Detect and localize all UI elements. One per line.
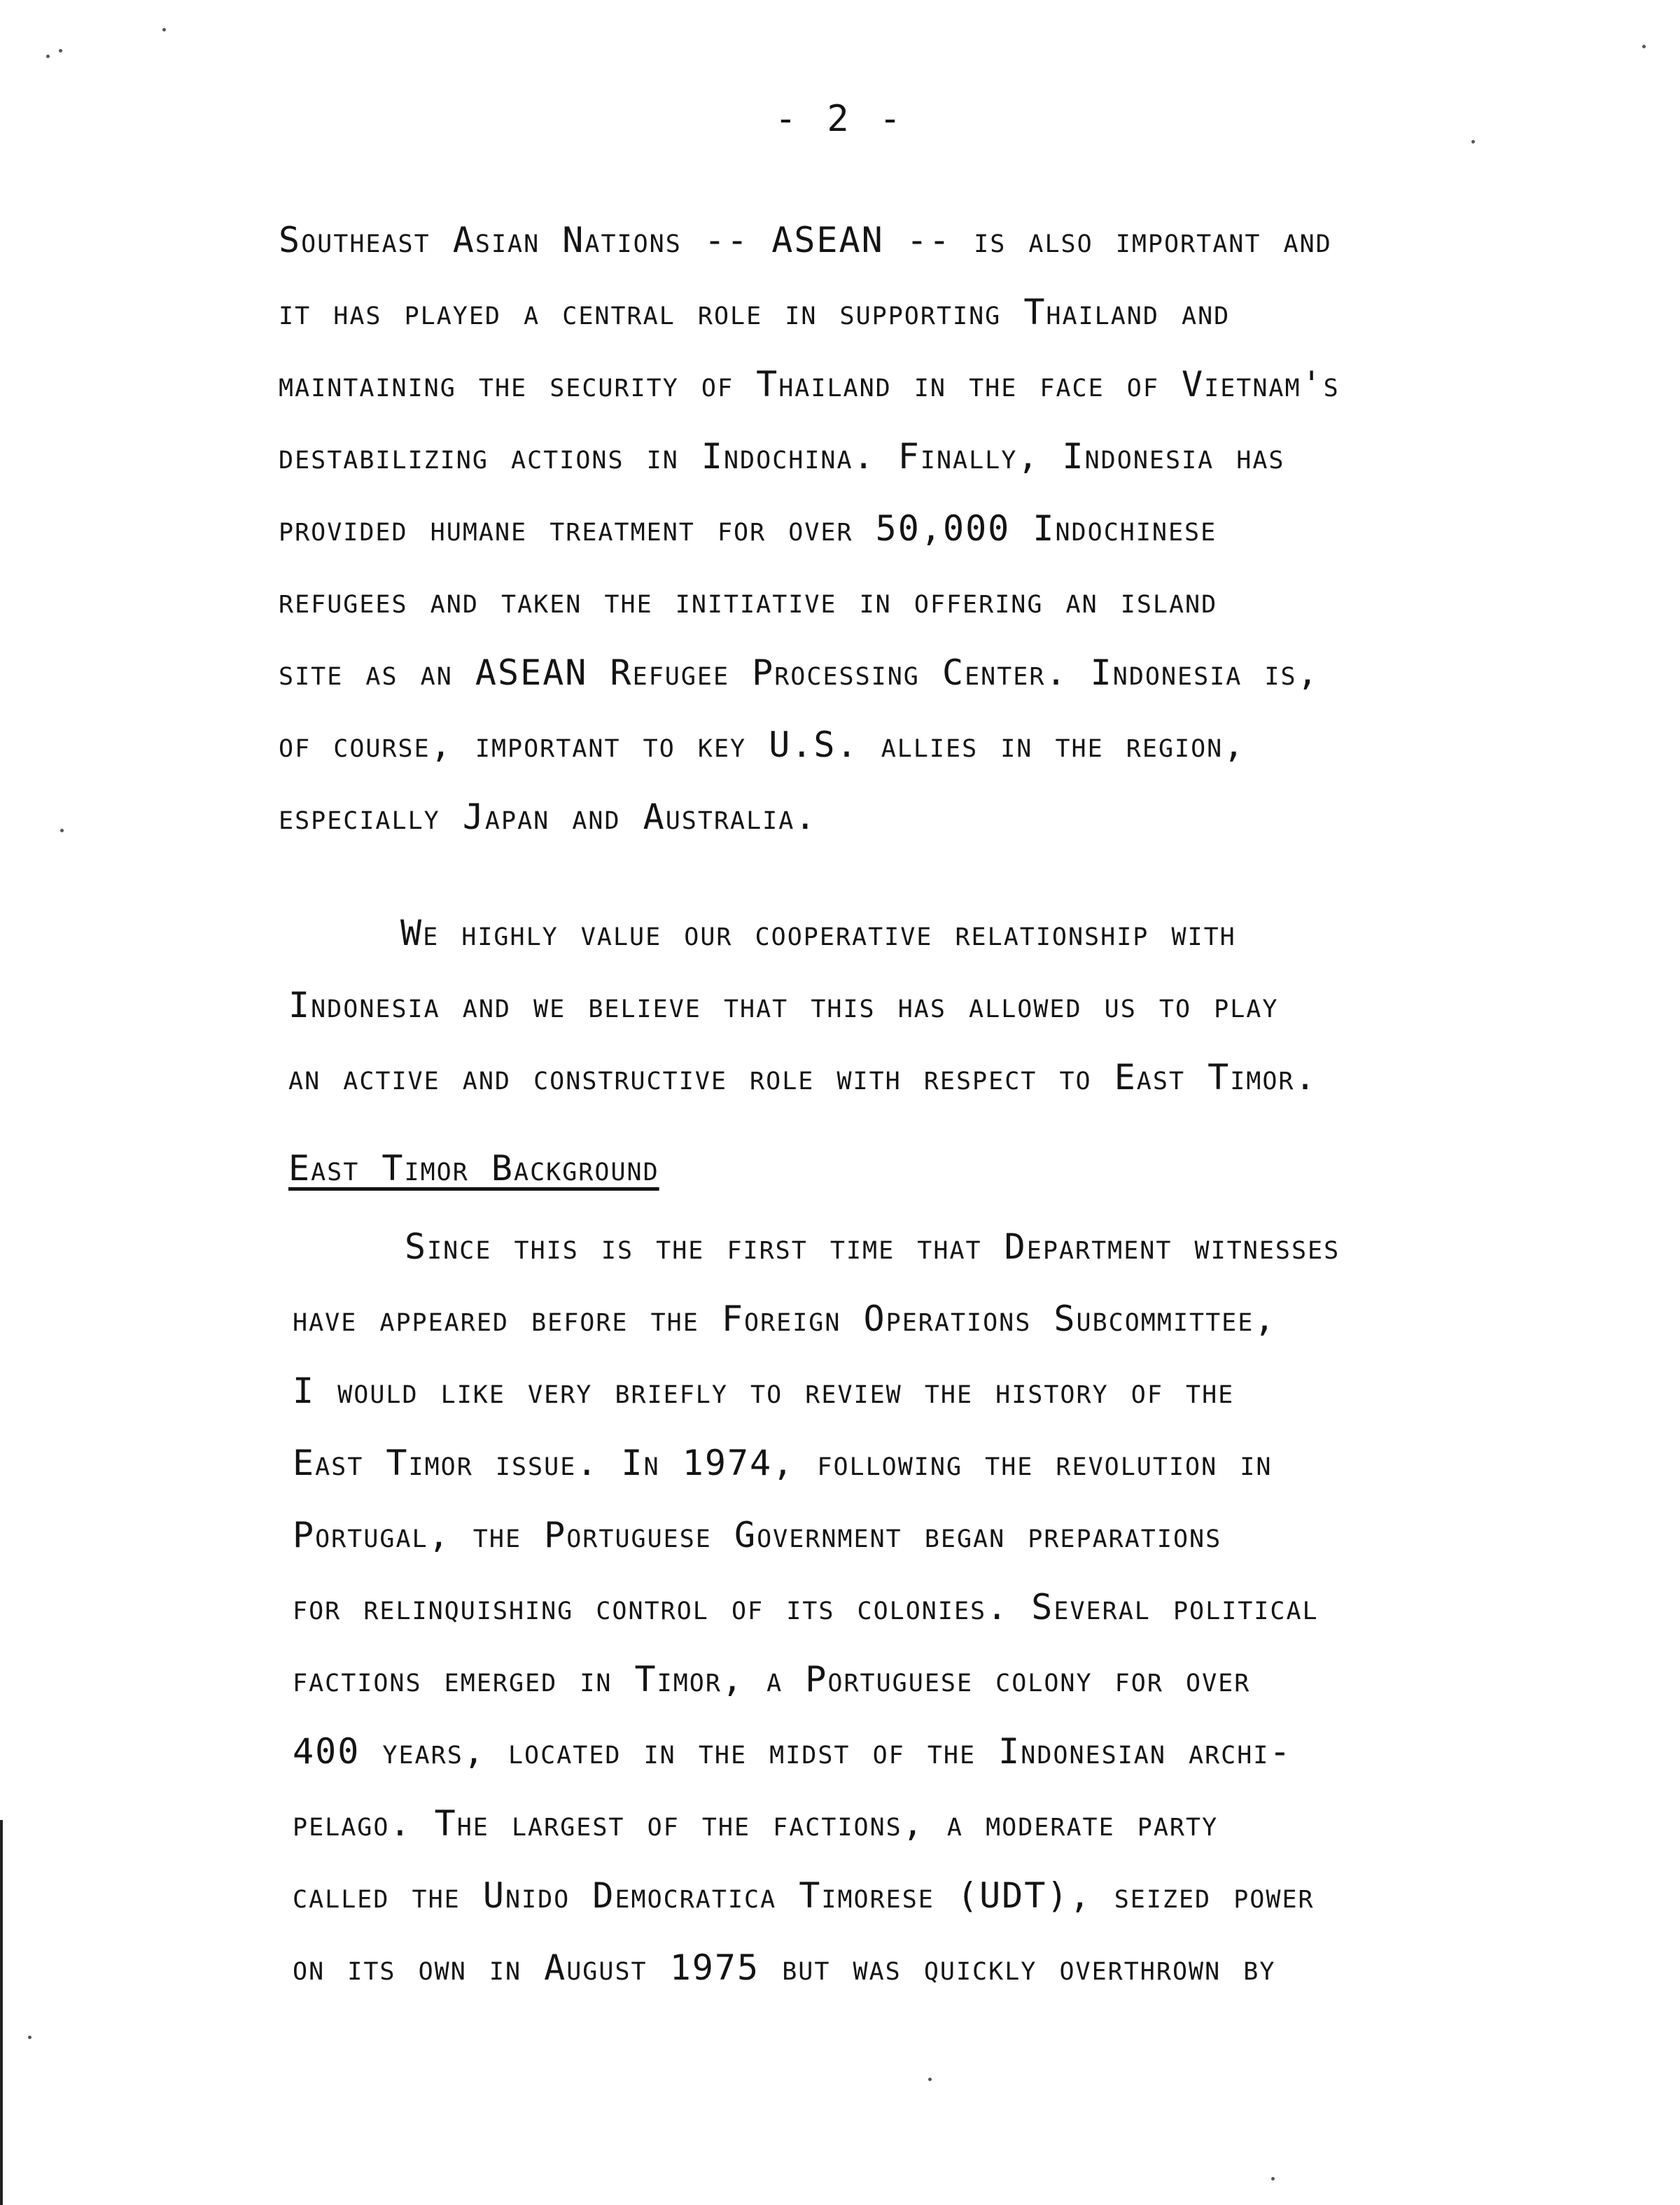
text-line: East Timor issue. In 1974, following the revolution in <box>293 1443 1273 1483</box>
text-line: refugees and taken the initiative in offering an island <box>279 580 1218 621</box>
text-line: 400 years, located in the midst of the Indonesian archi- <box>293 1731 1292 1772</box>
text-line: on its own in August 1975 but was quickly overthrown by <box>293 1947 1276 1988</box>
text-line: We highly value our cooperative relationship with <box>400 913 1236 953</box>
scan-speck <box>1271 2177 1275 2180</box>
paragraph-history <box>293 1211 1340 2004</box>
text-line: maintaining the security of Thailand in the face of Vietnam's <box>279 364 1340 405</box>
text-line: called the Unido Democratica Timorese (UDT), seized power <box>293 1875 1315 1916</box>
scan-speck <box>28 2036 31 2039</box>
text-line: destabilizing actions in Indochina. Finally, Indonesia has <box>279 436 1285 477</box>
text-line: it has played a central role in supporting Thailand and <box>279 292 1231 332</box>
text-line: for relinquishing control of its colonies. Several political <box>293 1587 1319 1628</box>
text-line: especially Japan and Australia. <box>279 797 818 837</box>
scan-speck <box>60 829 64 832</box>
scan-speck <box>162 28 166 31</box>
scan-speck <box>59 49 62 52</box>
text-line: site as an ASEAN Refugee Processing Center. Indonesia is, <box>279 652 1320 693</box>
text-line: provided humane treatment for over 50,000 Indochinese <box>279 508 1217 549</box>
scan-speck <box>1471 140 1475 144</box>
text-line: of course, important to key U.S. allies in the region, <box>279 724 1246 765</box>
text-line: an active and constructive role with respect to East Timor. <box>288 1057 1317 1098</box>
scan-speck <box>46 55 50 58</box>
text-line: Southeast Asian Nations -- ASEAN -- is also important and <box>279 220 1332 260</box>
text-line: have appeared before the Foreign Operations Subcommittee, <box>293 1298 1277 1339</box>
text-line: Indonesia and we believe that this has allowed us to play <box>288 985 1279 1026</box>
paragraph-relationship <box>288 897 1317 1114</box>
section-heading: East Timor Background <box>288 1148 659 1189</box>
text-line: factions emerged in Timor, a Portuguese colony for over <box>293 1659 1251 1700</box>
page-number: - 2 - <box>774 98 906 140</box>
scan-speck <box>1642 45 1646 48</box>
scan-edge-shadow <box>0 1820 3 2205</box>
text-line: I would like very briefly to review the history of the <box>293 1371 1235 1411</box>
text-line: Since this is the first time that Department witnesses <box>405 1226 1340 1267</box>
scan-speck <box>928 2078 932 2081</box>
paragraph-asean <box>279 204 1340 853</box>
text-line: Portugal, the Portuguese Government began preparations <box>293 1515 1222 1555</box>
text-line: pelago. The largest of the factions, a moderate party <box>293 1803 1219 1844</box>
